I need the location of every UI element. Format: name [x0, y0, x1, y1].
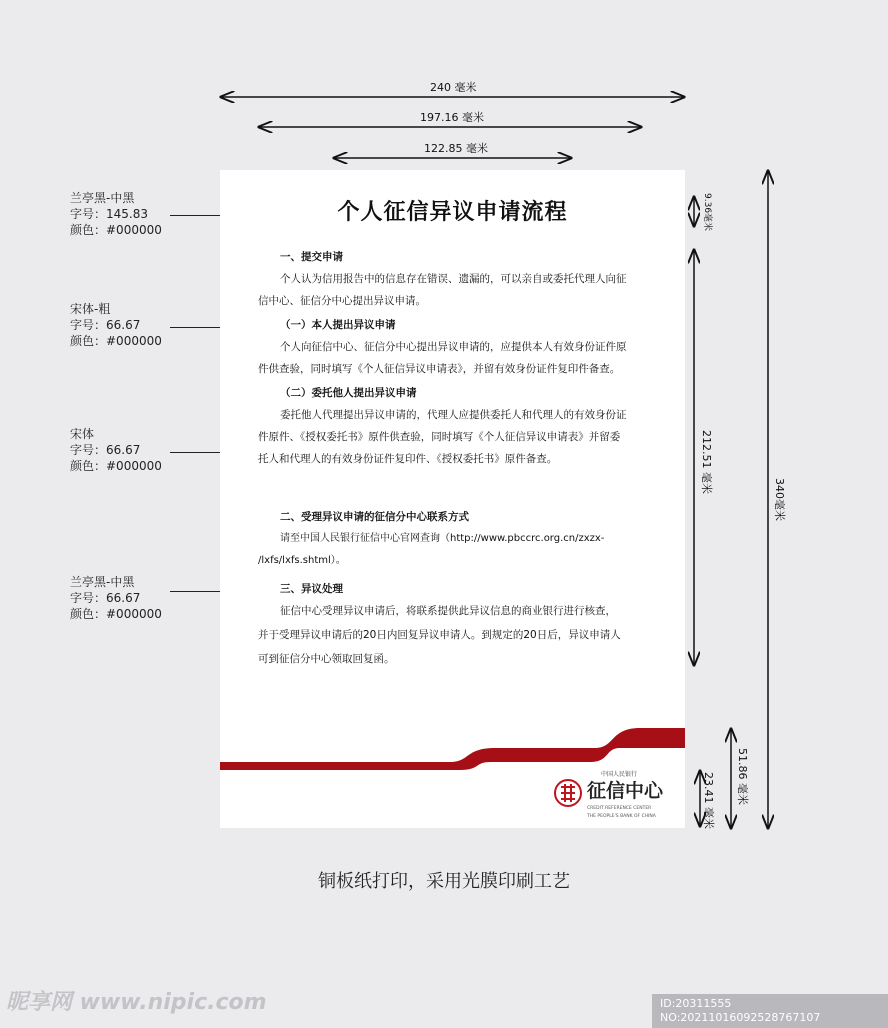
body-line: 征信中心受理异议申请后，将联系提供此异议信息的商业银行进行核查， — [280, 605, 616, 617]
document-page — [220, 170, 685, 828]
annotation-section-font: 兰亭黑-中黑 字号：66.67 颜色：#000000 — [70, 575, 162, 621]
body-line: 信中心、征信分中心提出异议申请。 — [258, 295, 426, 307]
section-heading: 一、提交申请 — [280, 251, 343, 263]
height-23-label: 23.41 毫米 — [702, 772, 715, 829]
annotation-body-font: 宋体 字号：66.67 颜色：#000000 — [70, 427, 162, 473]
logo-en-2: THE PEOPLE'S BANK OF CHINA — [587, 814, 656, 819]
width-122-label: 122.85 毫米 — [424, 142, 488, 155]
height-212-label: 212.51 毫米 — [700, 430, 713, 494]
width-197-label: 197.16 毫米 — [420, 111, 484, 124]
body-line: 个人向征信中心、征信分中心提出异议申请的，应提供本人有效身份证件原 — [280, 341, 627, 353]
watermark-id: ID:20311555 NO:20211016092528767107 — [652, 994, 888, 1028]
logo-name: 征信中心 — [587, 780, 664, 802]
section-heading: 三、异议处理 — [280, 583, 343, 595]
document-title: 个人征信异议申请流程 — [337, 200, 568, 225]
body-line: 件供查验，同时填写《个人征信异议申请表》，并留有效身份证件复印件备查。 — [258, 363, 621, 375]
body-line: 可到征信分中心领取回复函。 — [258, 653, 395, 665]
height-51-label: 51.86 毫米 — [736, 748, 749, 805]
sub-heading: （二）委托他人提出异议申请 — [280, 387, 417, 399]
body-line: 件原件、《授权委托书》原件供查验，同时填写《个人征信异议申请表》并留委 — [258, 431, 621, 443]
body-line: 托人和代理人的有效身份证件复印件、《授权委托书》原件备查。 — [258, 453, 558, 465]
body-line: 请至中国人民银行征信中心官网查询（http://www.pbccrc.org.cn/zxzx- — [280, 533, 605, 544]
red-wave-band — [220, 726, 685, 776]
height-9-label: 9.36毫米 — [702, 193, 712, 232]
watermark-site-logo: 昵享网 www.nipic.com — [6, 990, 267, 1015]
body-line: /lxfs/lxfs.shtml）。 — [258, 555, 346, 566]
height-340-label: 340毫米 — [773, 478, 786, 521]
sub-heading: （一）本人提出异议申请 — [280, 319, 396, 331]
body-line: 并于受理异议申请后的20日内回复异议申请人。到规定的20日后，异议申请人 — [258, 629, 621, 641]
body-line: 个人认为信用报告中的信息存在错误、遗漏的，可以亲自或委托代理人向征 — [280, 273, 627, 285]
credit-center-emblem — [553, 778, 583, 808]
annotation-heading-font: 宋体-粗 字号：66.67 颜色：#000000 — [70, 302, 162, 348]
width-240-label: 240 毫米 — [430, 81, 477, 94]
logo-top-text: 中国人民银行 — [601, 771, 638, 778]
print-caption: 铜板纸打印，采用光膜印刷工艺 — [318, 871, 570, 892]
logo-en-1: CREDIT REFERENCE CENTER — [587, 806, 652, 811]
section-heading: 二、受理异议申请的征信分中心联系方式 — [280, 511, 469, 523]
body-line: 委托他人代理提出异议申请的，代理人应提供委托人和代理人的有效身份证 — [280, 409, 627, 421]
annotation-title-font: 兰亭黑-中黑 字号：145.83 颜色：#000000 — [70, 191, 162, 237]
